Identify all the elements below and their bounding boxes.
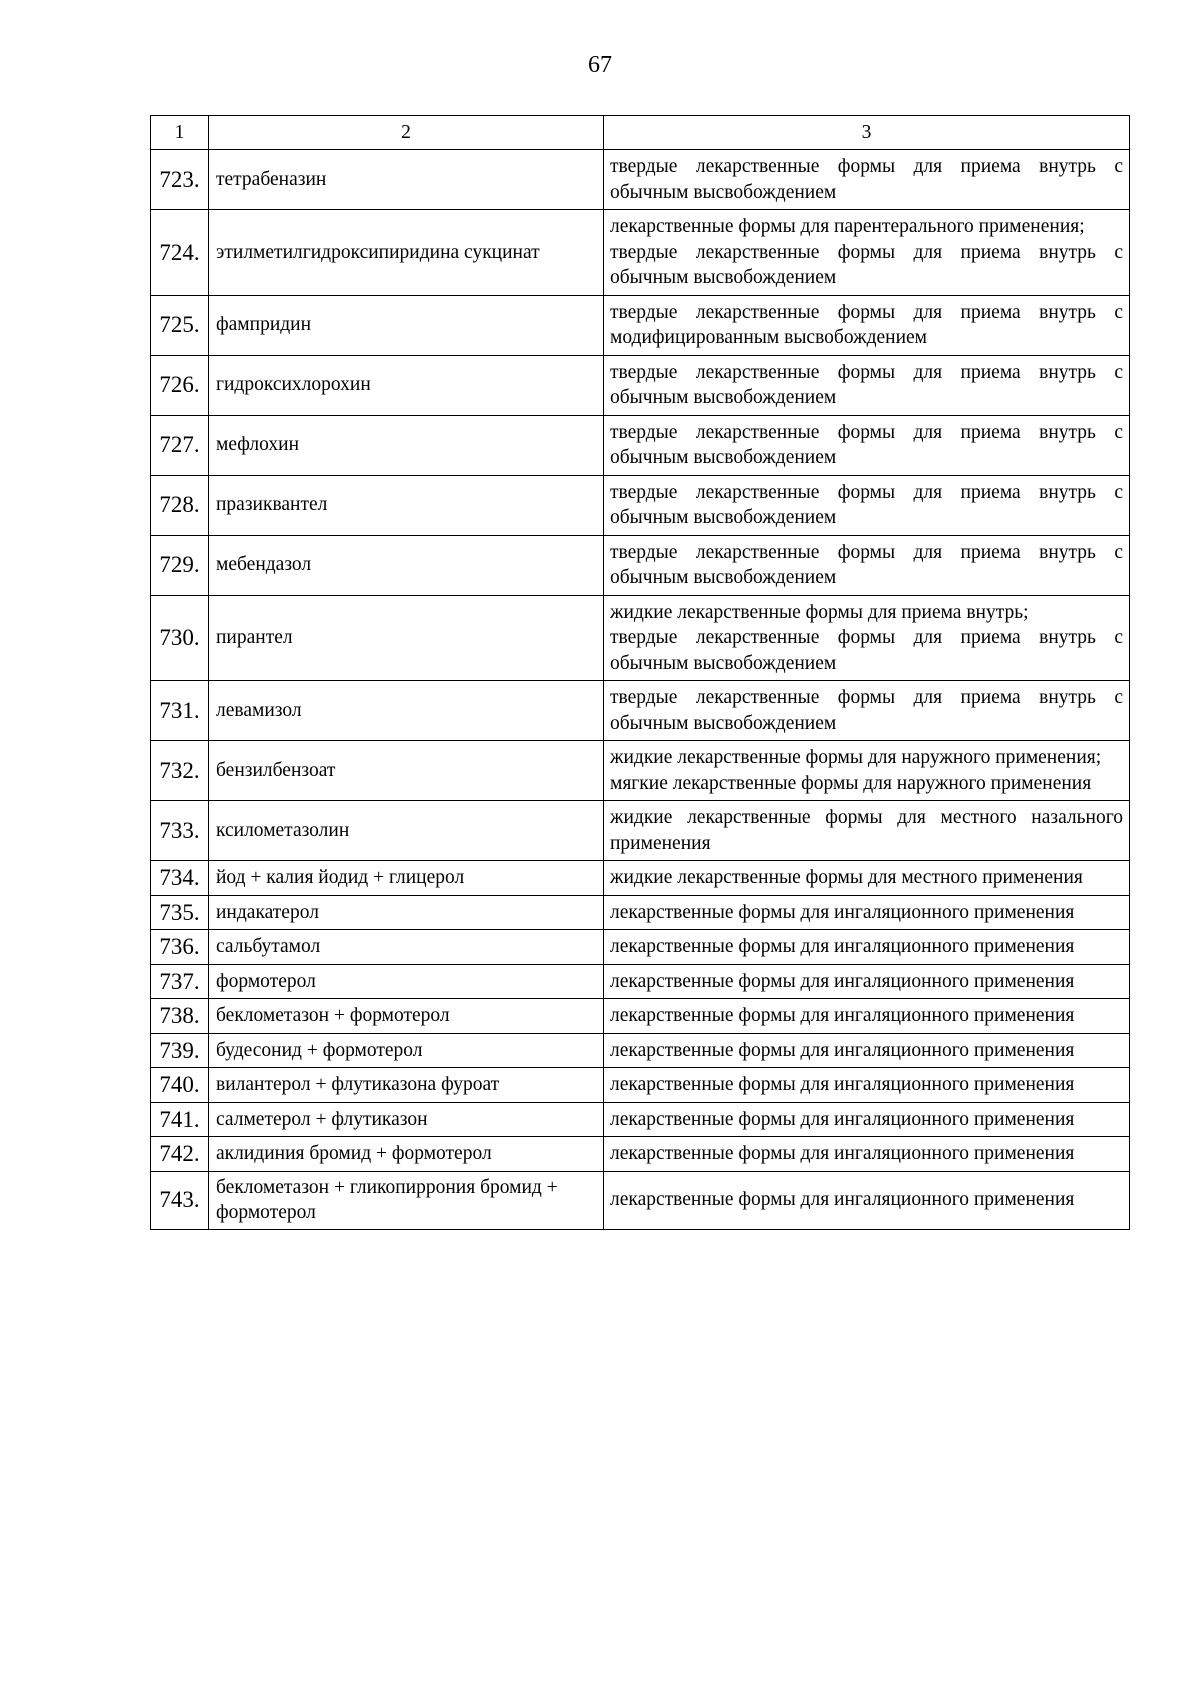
table-row: [151, 595, 1130, 681]
table-body: [151, 150, 1130, 1230]
row-number: 724.: [151, 210, 209, 296]
dosage-form-line: твердые лекарственные формы для приема внутрь с обычным высвобождением: [610, 361, 1123, 408]
table-row: [151, 895, 1130, 930]
table-row: [151, 355, 1130, 415]
drug-name: левамизол: [209, 681, 604, 741]
dosage-forms: [604, 1137, 1130, 1172]
row-number: 723.: [151, 150, 209, 210]
dosage-form-line: лекарственные формы для ингаляционного применения: [610, 1108, 1075, 1130]
table-row: [151, 535, 1130, 595]
table-row: [151, 964, 1130, 999]
drug-name: ксилометазолин: [209, 801, 604, 861]
dosage-forms: [604, 681, 1130, 741]
row-number: 740.: [151, 1068, 209, 1103]
dosage-forms: [604, 535, 1130, 595]
dosage-forms: [604, 801, 1130, 861]
drug-name: этилметилгидроксипиридина сукцинат: [209, 210, 604, 296]
dosage-form-line: жидкие лекарственные формы для приема внутрь;: [610, 601, 1029, 623]
dosage-forms: [604, 210, 1130, 296]
table-row: [151, 1068, 1130, 1103]
row-number: 731.: [151, 681, 209, 741]
dosage-forms: [604, 964, 1130, 999]
dosage-forms: [604, 475, 1130, 535]
dosage-forms: [604, 1033, 1130, 1068]
row-number: 736.: [151, 930, 209, 965]
dosage-form-line: твердые лекарственные формы для приема внутрь с обычным высвобождением: [610, 421, 1123, 468]
dosage-forms: [604, 150, 1130, 210]
row-number: 737.: [151, 964, 209, 999]
drug-name: тетрабеназин: [209, 150, 604, 210]
header-col-2: 2: [209, 116, 604, 150]
dosage-form-line: твердые лекарственные формы для приема внутрь с обычным высвобождением: [610, 541, 1123, 588]
row-number: 741.: [151, 1102, 209, 1137]
row-number: 729.: [151, 535, 209, 595]
dosage-form-line: жидкие лекарственные формы для наружного применения;: [610, 747, 1102, 768]
row-number: 725.: [151, 295, 209, 355]
page-number: 67: [588, 52, 612, 78]
table-row: [151, 741, 1130, 801]
dosage-form-line: лекарственные формы для ингаляционного применения: [610, 1005, 1075, 1026]
table-row: [151, 415, 1130, 475]
drug-name: мебендазол: [209, 535, 604, 595]
dosage-form-line: твердые лекарственные формы для приема внутрь с обычным высвобождением: [610, 687, 1123, 734]
drug-name: салметерол + флутиказон: [209, 1102, 604, 1137]
drug-name: мефлохин: [209, 415, 604, 475]
drug-name: беклометазон + гликопиррония бромид + формотерол: [209, 1171, 604, 1229]
dosage-form-line: твердые лекарственные формы для приема внутрь с обычным высвобождением: [610, 627, 1123, 674]
header-col-3: 3: [604, 116, 1130, 150]
table-row: [151, 1171, 1130, 1229]
table-row: [151, 681, 1130, 741]
dosage-form-line: жидкие лекарственные формы для местного назального применения: [610, 807, 1123, 854]
drug-name: бензилбензоат: [209, 741, 604, 801]
dosage-forms: [604, 861, 1130, 896]
drug-name: будесонид + формотерол: [209, 1033, 604, 1068]
table-row: [151, 930, 1130, 965]
dosage-form-line: лекарственные формы для ингаляционного применения: [610, 970, 1075, 992]
drug-name: фампридин: [209, 295, 604, 355]
dosage-form-line: лекарственные формы для ингаляционного применения: [610, 1074, 1075, 1095]
header-row: [151, 116, 1130, 150]
table-row: [151, 210, 1130, 296]
table-header: [151, 116, 1130, 150]
dosage-form-line: мягкие лекарственные формы для наружного применения: [610, 772, 1092, 794]
dosage-form-line: лекарственные формы для ингаляционного применения: [610, 1189, 1075, 1211]
dosage-forms: [604, 999, 1130, 1034]
table-row: [151, 295, 1130, 355]
dosage-form-line: твердые лекарственные формы для приема внутрь с обычным высвобождением: [610, 156, 1123, 203]
dosage-forms: [604, 295, 1130, 355]
dosage-form-line: лекарственные формы для ингаляционного применения: [610, 901, 1075, 923]
drug-name: вилантерол + флутиказона фуроат: [209, 1068, 604, 1103]
table-row: [151, 1137, 1130, 1172]
dosage-form-line: лекарственные формы для ингаляционного применения: [610, 1143, 1075, 1164]
table-row: [151, 1102, 1130, 1137]
row-number: 739.: [151, 1033, 209, 1068]
dosage-forms: [604, 1102, 1130, 1137]
drug-name: сальбутамол: [209, 930, 604, 965]
table-row: [151, 1033, 1130, 1068]
row-number: 730.: [151, 595, 209, 681]
dosage-form-line: лекарственные формы для ингаляционного применения: [610, 1039, 1075, 1061]
row-number: 726.: [151, 355, 209, 415]
dosage-form-line: твердые лекарственные формы для приема внутрь с обычным высвобождением: [610, 241, 1123, 288]
dosage-form-line: твердые лекарственные формы для приема внутрь с модифицированным высвобождением: [610, 301, 1123, 348]
row-number: 734.: [151, 861, 209, 896]
dosage-forms: [604, 895, 1130, 930]
medication-table: [150, 115, 1130, 1230]
table-row: [151, 999, 1130, 1034]
row-number: 735.: [151, 895, 209, 930]
header-col-1: 1: [151, 116, 209, 150]
table-row: [151, 801, 1130, 861]
drug-name: пирантел: [209, 595, 604, 681]
dosage-forms: [604, 415, 1130, 475]
table-row: [151, 475, 1130, 535]
row-number: 742.: [151, 1137, 209, 1172]
row-number: 728.: [151, 475, 209, 535]
row-number: 738.: [151, 999, 209, 1034]
dosage-forms: [604, 1171, 1130, 1229]
drug-name: индакатерол: [209, 895, 604, 930]
dosage-form-line: лекарственные формы для парентерального применения;: [610, 216, 1085, 237]
table-row: [151, 150, 1130, 210]
dosage-forms: [604, 355, 1130, 415]
dosage-forms: [604, 930, 1130, 965]
drug-name: празиквантел: [209, 475, 604, 535]
drug-name: формотерол: [209, 964, 604, 999]
dosage-form-line: лекарственные формы для ингаляционного применения: [610, 936, 1075, 957]
dosage-form-line: твердые лекарственные формы для приема внутрь с обычным высвобождением: [610, 481, 1123, 528]
row-number: 743.: [151, 1171, 209, 1229]
table-row: [151, 861, 1130, 896]
drug-name: гидроксихлорохин: [209, 355, 604, 415]
drug-name: беклометазон + формотерол: [209, 999, 604, 1034]
dosage-forms: [604, 741, 1130, 801]
row-number: 732.: [151, 741, 209, 801]
dosage-form-line: жидкие лекарственные формы для местного применения: [610, 867, 1083, 888]
row-number: 733.: [151, 801, 209, 861]
dosage-forms: [604, 1068, 1130, 1103]
dosage-forms: [604, 595, 1130, 681]
row-number: 727.: [151, 415, 209, 475]
drug-name: аклидиния бромид + формотерол: [209, 1137, 604, 1172]
drug-name: йод + калия йодид + глицерол: [209, 861, 604, 896]
